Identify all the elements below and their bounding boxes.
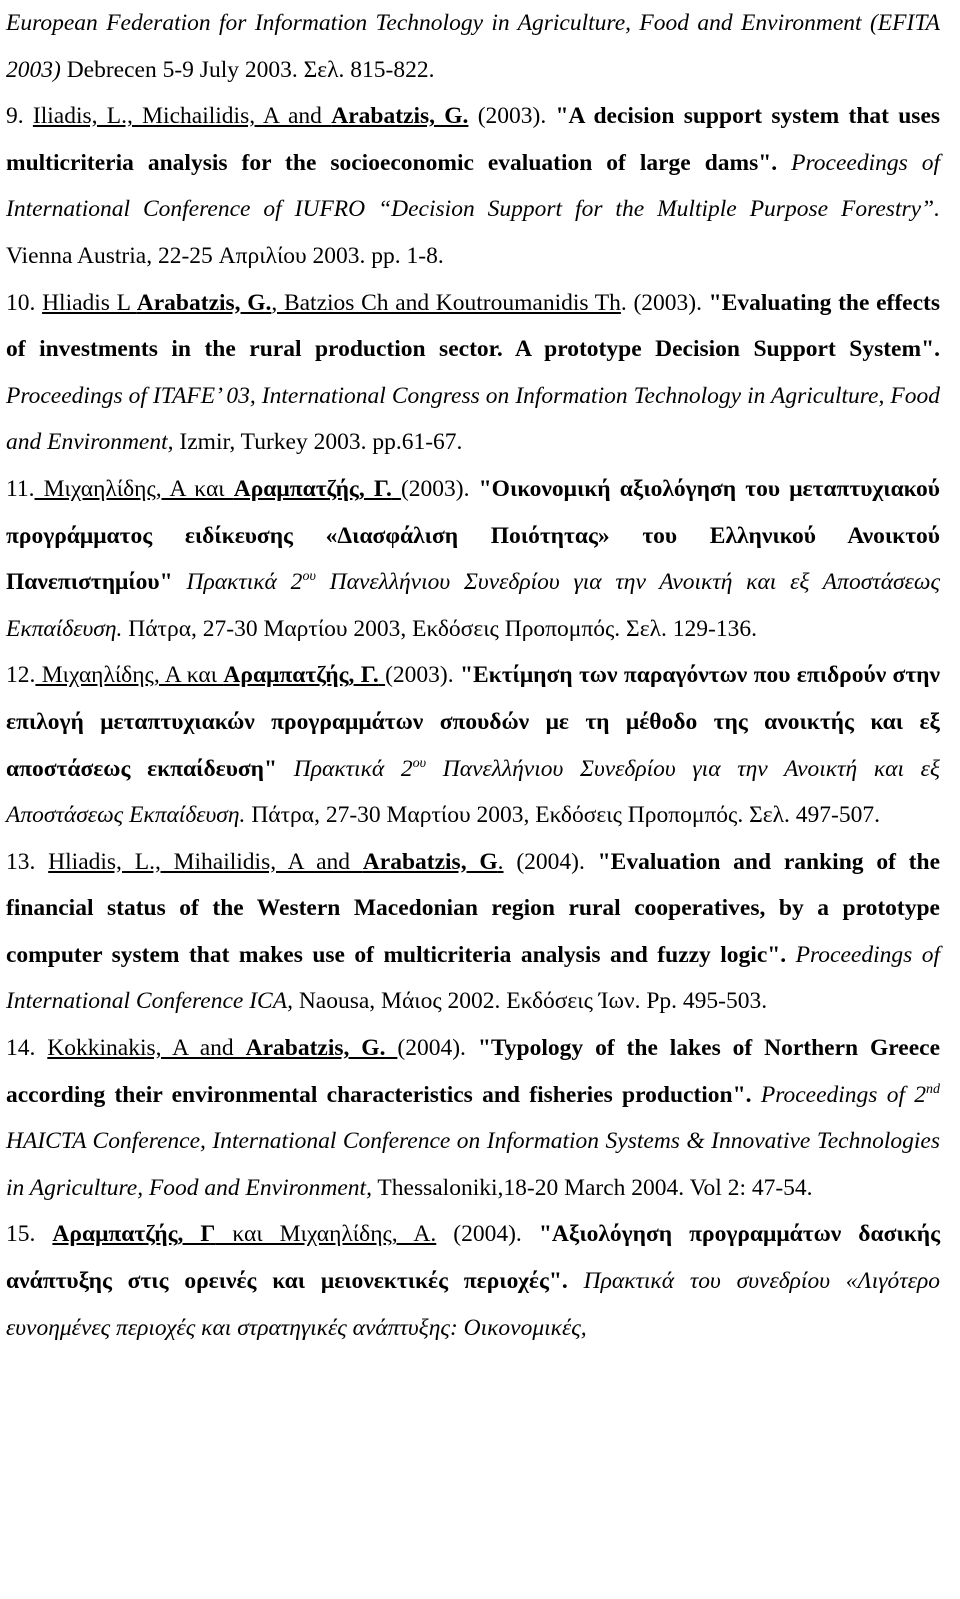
- reference-14-venue-a: Proceedings of 2: [751, 1081, 926, 1108]
- reference-10-author-highlight: Arabatzis, G.: [136, 289, 272, 316]
- reference-12-year: (2003).: [385, 662, 460, 689]
- reference-15-venue: Πρακτικά του συνεδρίου «Λιγότερο ευνοημένες περιοχές και στρατηγικές ανάπτυξης: Οικονομικές,: [6, 1268, 940, 1341]
- reference-15-authors: και Μιχαηλίδης, Α.: [215, 1221, 437, 1248]
- reference-10-venue: Proceedings of ITAFE’ 03, International Congress on Information Technology in Agriculture, Food and Environment,: [6, 382, 940, 456]
- reference-12-venue-b: Πανελλήνιου Συνεδρίου για την Ανοικτή και εξ Αποστάσεως Εκπαίδευση.: [6, 755, 940, 829]
- reference-10-coauthors: , Batzios Ch and Koutroumanidis Th: [271, 289, 621, 316]
- reference-14-authors-tail: [385, 1035, 397, 1061]
- reference-12-details: Πάτρα, 27-30 Μαρτίου 2003, Εκδόσεις Προπομπός. Σελ. 497-507.: [245, 802, 881, 829]
- reference-10-year: . (2003).: [620, 289, 709, 316]
- reference-14: [6, 1025, 940, 1211]
- reference-12: [6, 652, 940, 838]
- reference-9-authors: Iliadis, L., Michailidis, A and: [32, 103, 332, 130]
- reference-14-details: Thessaloniki,18-20 March 2004. Vol 2: 47-54.: [371, 1174, 813, 1201]
- reference-12-venue-a: Πρακτικά 2: [277, 755, 413, 782]
- reference-12-title: "Εκτίμηση των παραγόντων που επιδρούν στην επιλογή μεταπτυχιακών προγραμμάτων σπουδών με τη μέθοδο της ανοικτής και εξ αποστάσεως εκπαίδευση": [6, 662, 941, 782]
- reference-9-details: Vienna Austria, 22-25 Απριλίου 2003. pp. 1-8.: [6, 242, 444, 269]
- reference-11-venue-b: Πανελλήνιου Συνεδρίου για την Ανοικτή και εξ Αποστάσεως Εκπαίδευση.: [6, 569, 941, 642]
- reference-13-authors-tail: .: [497, 848, 504, 875]
- reference-13-number: 13.: [6, 848, 49, 875]
- reference-14-venue-b: HAICTA Conference, International Conference on Information Systems & Innovative Technologies in Agriculture, Food and Environment,: [6, 1128, 940, 1201]
- reference-11: [6, 466, 940, 652]
- reference-9-author-highlight: Arabatzis, G.: [331, 103, 469, 130]
- reference-8-continuation: [6, 0, 940, 93]
- reference-13-authors: Hliadis, L., Mihailidis, A and: [48, 848, 363, 875]
- reference-11-year: (2003).: [400, 475, 479, 502]
- reference-14-title: "Typology of the lakes of Northern Greece according their environmental characteristics and fisheries production".: [6, 1035, 941, 1108]
- reference-9-year: (2003).: [468, 103, 556, 130]
- reference-12-authors: Μιχαηλίδης, Α και: [35, 662, 224, 689]
- reference-13-venue: Proceedings of International Conference ICA,: [6, 941, 940, 1015]
- reference-14-author-highlight: Arabatzis, G.: [245, 1035, 386, 1062]
- reference-14-venue-sup: nd: [926, 1081, 940, 1097]
- reference-13-title: "Evaluation and ranking of the financial status of the Western Macedonian region rural cooperatives, by a prototype computer system that makes use of multicriteria analysis and fuzzy logic".: [6, 848, 941, 968]
- reference-13-author-highlight: Arabatzis, G: [362, 848, 498, 875]
- reference-13-details: Naousa, Μάιος 2002. Εκδόσεις Ίων. Pp. 495-503.: [292, 988, 768, 1015]
- reference-14-number: 14.: [6, 1035, 48, 1062]
- reference-10-title: "Evaluating the effects of investments in the rural production sector. A prototype Decision Support System".: [6, 289, 941, 363]
- reference-15-year: (2004).: [436, 1221, 539, 1248]
- reference-15-author-highlight: Αραμπατζής, Γ: [52, 1221, 216, 1248]
- reference-8-details: Debrecen 5-9 July 2003. Σελ. 815-822.: [60, 56, 435, 83]
- reference-12-number: 12.: [6, 662, 36, 689]
- reference-14-year: (2004).: [397, 1035, 478, 1062]
- reference-12-author-highlight: Αραμπατζής, Γ.: [223, 662, 379, 689]
- reference-8-venue: European Federation for Information Technology in Agriculture, Food and Environment (EFITA 2003): [6, 10, 940, 83]
- reference-10-authors: Hliadis L: [42, 289, 137, 316]
- reference-9: [6, 93, 940, 279]
- reference-10-details: Izmir, Turkey 2003. pp.61-67.: [173, 429, 463, 456]
- reference-9-venue: Proceedings of International Conference of IUFRO “Decision Support for the Multiple Purpose Forestry”.: [6, 149, 941, 223]
- reference-11-number: 11.: [6, 475, 35, 502]
- reference-11-authors: Μιχαηλίδης, Α και: [34, 475, 234, 502]
- reference-9-title: "A decision support system that uses multicriteria analysis for the socioeconomic evaluation of large dams".: [6, 103, 941, 176]
- reference-12-venue-sup: ου: [412, 755, 427, 771]
- reference-11-venue-sup: ου: [302, 569, 316, 585]
- reference-11-venue-a: Πρακτικά 2: [172, 569, 303, 596]
- reference-11-details: Πάτρα, 27-30 Μαρτίου 2003, Εκδόσεις Προπομπός. Σελ. 129-136.: [122, 615, 757, 642]
- reference-10-number: 10.: [6, 289, 43, 316]
- reference-13: [6, 839, 940, 1025]
- reference-15-number: 15.: [6, 1221, 53, 1248]
- reference-list-page: [6, 0, 940, 1351]
- reference-10: [6, 280, 940, 466]
- reference-14-authors: Kokkinakis, A and: [47, 1035, 246, 1062]
- reference-11-author-highlight: Αραμπατζής, Γ.: [233, 475, 392, 502]
- reference-13-year: (2004).: [503, 848, 598, 875]
- reference-15: [6, 1211, 940, 1351]
- reference-11-title: "Οικονομική αξιολόγηση του μεταπτυχιακού προγράμματος ειδίκευσης «Διασφάλιση Ποιότητας» του Ελληνικού Ανοικτού Πανεπιστημίου": [6, 475, 940, 596]
- reference-15-title: "Αξιολόγηση προγραμμάτων δασικής ανάπτυξης στις ορεινές και μειονεκτικές περιοχές".: [6, 1221, 940, 1295]
- reference-11-authors-tail: [392, 476, 401, 502]
- reference-9-number: 9.: [6, 103, 33, 130]
